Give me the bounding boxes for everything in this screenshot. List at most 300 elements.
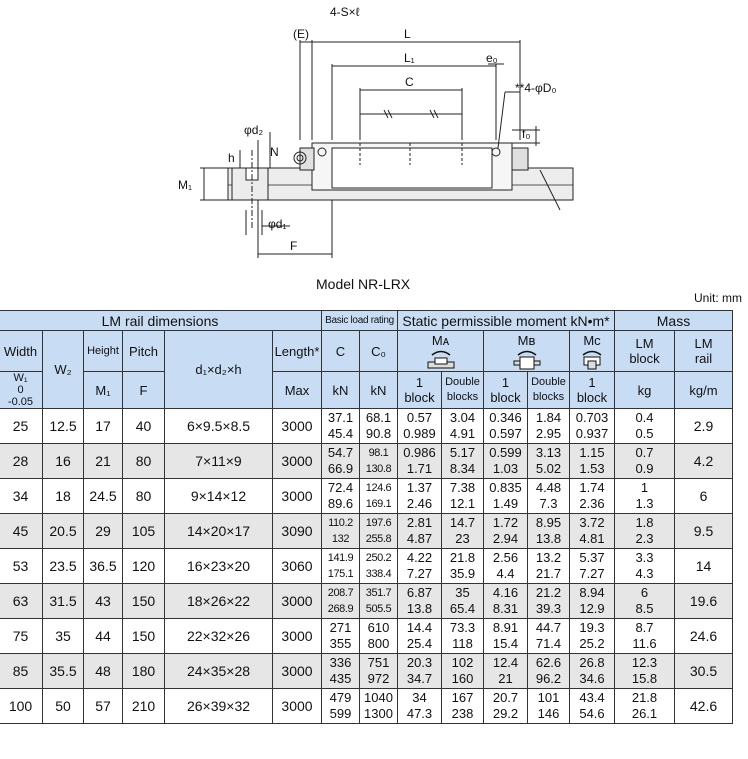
- cell-mb-double: [528, 514, 570, 549]
- label-e0: e₀: [486, 51, 498, 65]
- cell-mass-block-value: 1: [640, 480, 649, 495]
- cell-mc-1block-value: 12.9: [579, 601, 605, 616]
- cell-c: [322, 584, 360, 619]
- cell-c0-value: 338.4: [365, 568, 392, 580]
- cell-ma-1block-value: 25.4: [406, 636, 433, 651]
- label-l: L: [404, 27, 411, 41]
- cell-dims: 24×35×28: [165, 654, 273, 689]
- cell-w1: 85: [0, 654, 43, 689]
- header-mb: [484, 331, 570, 372]
- cell-ma-1block-value: 47.3: [406, 706, 433, 721]
- cell-c-value: 208.7: [327, 587, 354, 599]
- header-c0-unit: kN: [360, 372, 398, 409]
- header-mb-1block: 1 block: [484, 372, 528, 409]
- cell-mc-1block: [570, 619, 615, 654]
- cell-c0-value: 169.1: [365, 498, 392, 510]
- cell-c-value: 45.4: [327, 426, 354, 441]
- cell-c-value: 435: [329, 671, 352, 686]
- label-c: C: [405, 75, 414, 89]
- cell-dims: 6×9.5×8.5: [165, 409, 273, 444]
- cell-c0-value: 351.7: [365, 587, 392, 599]
- cell-mass-block-value: 0.4: [635, 410, 654, 425]
- cell-mb-1block: [484, 479, 528, 514]
- mc-label: Mᴄ: [583, 332, 601, 348]
- cell-w2: 23.5: [43, 549, 84, 584]
- header-row-3: [0, 372, 733, 409]
- cell-ma-double-value: 65.4: [449, 601, 476, 616]
- mb-label: Mʙ: [517, 332, 536, 348]
- cell-mc-1block: [570, 409, 615, 444]
- cell-dims: 16×23×20: [165, 549, 273, 584]
- cell-ma-double: [442, 689, 484, 724]
- cell-ma-1block-value: 34: [412, 690, 427, 705]
- cell-length: 3000: [273, 619, 322, 654]
- cell-mc-1block-value: 2.36: [579, 496, 605, 511]
- cell-m1: 44: [84, 619, 123, 654]
- cell-ma-double-value: 73.3: [449, 620, 476, 635]
- cell-ma-double-value: 118: [452, 636, 473, 651]
- cell-mc-1block: [570, 514, 615, 549]
- cell-c: [322, 689, 360, 724]
- table-row: [0, 619, 733, 654]
- label-d1: φd₁: [268, 217, 287, 231]
- unit-label: Unit: mm: [694, 291, 742, 305]
- cell-w1: 63: [0, 584, 43, 619]
- cell-c0: [360, 444, 398, 479]
- cell-mass-rail: 14: [675, 549, 733, 584]
- cell-ma-1block-value: 0.989: [403, 426, 436, 441]
- cell-mc-1block-value: 1.15: [579, 445, 605, 460]
- cell-c: [322, 514, 360, 549]
- header-c: C: [322, 331, 360, 372]
- cell-w2: 50: [43, 689, 84, 724]
- cell-ma-1block: [398, 619, 442, 654]
- cell-ma-1block: [398, 514, 442, 549]
- cell-mass-block-value: 12.3: [631, 655, 658, 670]
- cell-mb-double: [528, 584, 570, 619]
- table-row: [0, 409, 733, 444]
- header-mb-double: Double blocks: [528, 372, 570, 409]
- cell-mb-double-value: 8.95: [535, 515, 562, 530]
- header-row-2: [0, 331, 733, 372]
- cell-length: 3000: [273, 444, 322, 479]
- cell-mass-block-value: 0.5: [635, 426, 654, 441]
- cell-mb-double-value: 13.2: [535, 550, 562, 565]
- label-d2: φd₂: [244, 123, 264, 137]
- cell-mb-double: [528, 444, 570, 479]
- cell-m1: 24.5: [84, 479, 123, 514]
- cell-mb-1block-value: 0.599: [489, 445, 522, 460]
- header-f: F: [123, 372, 165, 409]
- cell-mb-1block-value: 21: [498, 671, 513, 686]
- cell-ma-double-value: 7.38: [449, 480, 476, 495]
- label-s-l: 4-S×ℓ: [330, 5, 360, 19]
- cell-ma-1block: [398, 409, 442, 444]
- cell-ma-1block-value: 0.57: [406, 410, 433, 425]
- cell-mc-1block-value: 26.8: [579, 655, 605, 670]
- cell-ma-double-value: 35.9: [449, 566, 476, 581]
- header-ma: [398, 331, 484, 372]
- cell-mb-1block: [484, 584, 528, 619]
- cell-c-value: 271: [329, 620, 352, 635]
- cell-ma-1block-value: 4.87: [406, 531, 433, 546]
- cell-ma-double-value: 8.34: [449, 461, 476, 476]
- header-width: Width: [0, 331, 43, 372]
- cell-c-value: 141.9: [327, 552, 354, 564]
- cell-mb-1block: [484, 444, 528, 479]
- header-lm-rail: LM rail dimensions: [0, 311, 322, 331]
- cell-w2: 20.5: [43, 514, 84, 549]
- cell-length: 3000: [273, 689, 322, 724]
- header-lm-block: LM block: [615, 331, 675, 372]
- cell-m1: 17: [84, 409, 123, 444]
- header-m1: M₁: [84, 372, 123, 409]
- cell-mc-1block-value: 7.27: [579, 566, 605, 581]
- cell-dims: 14×20×17: [165, 514, 273, 549]
- rolling-moment-icon: [579, 348, 605, 370]
- cell-ma-1block-value: 20.3: [406, 655, 433, 670]
- cell-mb-1block-value: 29.2: [492, 706, 519, 721]
- cell-mc-1block-value: 3.72: [579, 515, 605, 530]
- cell-c-value: 132: [331, 533, 350, 545]
- cell-w2: 31.5: [43, 584, 84, 619]
- header-static-moment: Static permissible moment kN•m*: [398, 311, 615, 331]
- cell-mass-block: [615, 584, 675, 619]
- cell-mb-1block: [484, 654, 528, 689]
- technical-drawing: [0, 0, 748, 275]
- spec-table: [0, 310, 733, 724]
- cell-c-value: 54.7: [327, 445, 354, 460]
- cell-c-value: 175.1: [327, 568, 354, 580]
- cell-c0-value: 610: [367, 620, 390, 635]
- cell-mb-double-value: 4.48: [535, 480, 562, 495]
- cell-mb-1block-value: 15.4: [492, 636, 519, 651]
- cell-mc-1block: [570, 444, 615, 479]
- cell-ma-double-value: 12.1: [449, 496, 476, 511]
- header-c0: C₀: [360, 331, 398, 372]
- cell-dims: 22×32×26: [165, 619, 273, 654]
- cell-mb-double-value: 3.13: [535, 445, 562, 460]
- cell-mb-double-value: 7.3: [539, 496, 558, 511]
- cell-mc-1block-value: 54.6: [579, 706, 605, 721]
- cell-mb-double: [528, 409, 570, 444]
- cell-mb-1block: [484, 689, 528, 724]
- cell-m1: 48: [84, 654, 123, 689]
- cell-w1: 25: [0, 409, 43, 444]
- cell-ma-double-value: 23: [455, 531, 470, 546]
- cell-m1: 36.5: [84, 549, 123, 584]
- header-ma-1block: 1 block: [398, 372, 442, 409]
- cell-m1: 57: [84, 689, 123, 724]
- cell-m1: 29: [84, 514, 123, 549]
- cell-mb-1block-value: 12.4: [492, 655, 519, 670]
- cell-mc-1block-value: 34.6: [579, 671, 605, 686]
- cell-mass-block-value: 8.5: [635, 601, 654, 616]
- cell-mass-rail: 24.6: [675, 619, 733, 654]
- cell-mb-1block-value: 8.31: [492, 601, 519, 616]
- cell-mb-double-value: 39.3: [535, 601, 562, 616]
- cell-mb-1block: [484, 514, 528, 549]
- cell-ma-1block-value: 7.27: [406, 566, 433, 581]
- model-caption: Model NR-LRX: [316, 276, 411, 292]
- cell-ma-1block: [398, 654, 442, 689]
- cell-f: 105: [123, 514, 165, 549]
- cell-w1: 45: [0, 514, 43, 549]
- cell-c: [322, 654, 360, 689]
- cell-mass-block-value: 4.3: [635, 566, 654, 581]
- cell-mb-1block-value: 2.94: [492, 531, 519, 546]
- cell-ma-double: [442, 549, 484, 584]
- cell-mb-double: [528, 689, 570, 724]
- header-row-1: [0, 311, 733, 331]
- cell-mass-block: [615, 549, 675, 584]
- cell-mass-block: [615, 689, 675, 724]
- cell-length: 3060: [273, 549, 322, 584]
- cell-ma-double: [442, 514, 484, 549]
- cell-ma-double: [442, 654, 484, 689]
- cell-c-value: 599: [329, 706, 352, 721]
- cell-mb-1block-value: 0.597: [489, 426, 522, 441]
- cell-c0: [360, 479, 398, 514]
- cell-c: [322, 479, 360, 514]
- cell-c0: [360, 514, 398, 549]
- cell-w2: 18: [43, 479, 84, 514]
- header-c-unit: kN: [322, 372, 360, 409]
- table-body: [0, 409, 733, 724]
- header-height: Height: [84, 331, 123, 372]
- cell-mb-1block: [484, 619, 528, 654]
- cell-ma-1block-value: 2.46: [406, 496, 433, 511]
- label-n: N: [270, 145, 279, 159]
- cell-mb-1block-value: 1.72: [492, 515, 519, 530]
- cell-mc-1block-value: 4.81: [579, 531, 605, 546]
- table-row: [0, 654, 733, 689]
- cell-c-value: 37.1: [327, 410, 354, 425]
- header-mc: [570, 331, 615, 372]
- cell-mb-double: [528, 654, 570, 689]
- cell-mc-1block-value: 0.703: [575, 410, 609, 425]
- cell-mass-block: [615, 479, 675, 514]
- cell-mb-double: [528, 549, 570, 584]
- cell-w1: 100: [0, 689, 43, 724]
- cell-mc-1block-value: 25.2: [579, 636, 605, 651]
- cell-w1: 75: [0, 619, 43, 654]
- cell-dims: 26×39×32: [165, 689, 273, 724]
- cell-f: 150: [123, 619, 165, 654]
- cell-w2: 35.5: [43, 654, 84, 689]
- cell-f: 80: [123, 479, 165, 514]
- cell-ma-1block: [398, 584, 442, 619]
- cell-mass-rail: 19.6: [675, 584, 733, 619]
- cell-c-value: 72.4: [327, 480, 354, 495]
- cell-mass-block-value: 26.1: [631, 706, 658, 721]
- cell-c0: [360, 654, 398, 689]
- table-row: [0, 549, 733, 584]
- cell-mass-block-value: 8.7: [635, 620, 654, 635]
- cell-mb-double-value: 21.2: [535, 585, 562, 600]
- cell-mb-1block-value: 0.835: [489, 480, 522, 495]
- cell-length: 3000: [273, 409, 322, 444]
- cell-mc-1block: [570, 479, 615, 514]
- header-kgm: kg/m: [675, 372, 733, 409]
- cell-ma-1block: [398, 689, 442, 724]
- cell-ma-1block: [398, 444, 442, 479]
- table-row: [0, 689, 733, 724]
- cell-ma-1block: [398, 549, 442, 584]
- cell-ma-double: [442, 479, 484, 514]
- cell-mb-double-value: 2.95: [535, 426, 562, 441]
- cell-mb-1block-value: 4.16: [492, 585, 519, 600]
- cell-mb-double: [528, 479, 570, 514]
- cell-f: 120: [123, 549, 165, 584]
- cell-c0-value: 98.1: [368, 447, 389, 459]
- cell-mass-rail: 30.5: [675, 654, 733, 689]
- cell-length: 3000: [273, 654, 322, 689]
- cell-f: 210: [123, 689, 165, 724]
- cell-c-value: 336: [329, 655, 352, 670]
- cell-mb-1block-value: 4.4: [496, 566, 515, 581]
- cell-mc-1block-value: 5.37: [579, 550, 605, 565]
- cell-dims: 18×26×22: [165, 584, 273, 619]
- cell-mb-double: [528, 619, 570, 654]
- label-d0: **4-φD₀: [515, 81, 557, 95]
- cell-c0-value: 68.1: [365, 410, 392, 425]
- cell-c: [322, 549, 360, 584]
- cell-mc-1block-value: 43.4: [579, 690, 605, 705]
- cell-c0: [360, 409, 398, 444]
- cell-mb-double-value: 101: [537, 690, 560, 705]
- header-mass: Mass: [615, 311, 733, 331]
- cell-c0-value: 505.5: [365, 603, 392, 615]
- cell-f: 40: [123, 409, 165, 444]
- cell-ma-1block-value: 4.22: [406, 550, 433, 565]
- cell-c-value: 479: [329, 690, 352, 705]
- cell-f: 150: [123, 584, 165, 619]
- cell-c: [322, 409, 360, 444]
- cell-ma-1block: [398, 479, 442, 514]
- cell-c0: [360, 619, 398, 654]
- header-length: Length*: [273, 331, 322, 372]
- cell-mb-double-value: 62.6: [535, 655, 562, 670]
- table-row: [0, 514, 733, 549]
- cell-dims: 7×11×9: [165, 444, 273, 479]
- cell-mb-double-value: 13.8: [535, 531, 562, 546]
- label-l1: L₁: [404, 51, 415, 65]
- cell-c0-value: 197.6: [365, 517, 392, 529]
- header-max: Max: [273, 372, 322, 409]
- cell-ma-1block-value: 1.71: [406, 461, 433, 476]
- cell-mc-1block: [570, 549, 615, 584]
- cell-mb-double-value: 96.2: [535, 671, 562, 686]
- label-m1: M₁: [178, 178, 193, 192]
- cell-ma-double-value: 3.04: [449, 410, 476, 425]
- cell-ma-1block-value: 13.8: [406, 601, 433, 616]
- header-dims: d₁×d₂×h: [165, 331, 273, 409]
- cell-mb-1block-value: 0.346: [489, 410, 522, 425]
- cell-mb-double-value: 21.7: [535, 566, 562, 581]
- header-pitch: Pitch: [123, 331, 165, 372]
- cell-w2: 35: [43, 619, 84, 654]
- cell-mass-block-value: 21.8: [631, 690, 658, 705]
- cell-c0-value: 130.8: [365, 463, 392, 475]
- cell-w1: 28: [0, 444, 43, 479]
- cell-c0-value: 124.6: [365, 482, 392, 494]
- cell-mass-block: [615, 409, 675, 444]
- cell-c0: [360, 689, 398, 724]
- cell-mb-double-value: 71.4: [535, 636, 562, 651]
- cell-mc-1block: [570, 654, 615, 689]
- cell-mc-1block-value: 8.94: [579, 585, 605, 600]
- cell-c-value: 268.9: [327, 603, 354, 615]
- cell-ma-1block-value: 2.81: [406, 515, 433, 530]
- cell-ma-1block-value: 6.87: [406, 585, 433, 600]
- cell-m1: 21: [84, 444, 123, 479]
- cell-mc-1block-value: 1.53: [579, 461, 605, 476]
- cell-mc-1block-value: 19.3: [579, 620, 605, 635]
- table-row: [0, 479, 733, 514]
- cell-mass-block-value: 0.9: [635, 461, 654, 476]
- cell-ma-double-value: 5.17: [449, 445, 476, 460]
- cell-length: 3090: [273, 514, 322, 549]
- cell-mb-1block: [484, 549, 528, 584]
- cell-c0-value: 1040: [364, 690, 393, 705]
- cell-mb-double-value: 44.7: [535, 620, 562, 635]
- label-f: F: [290, 239, 298, 253]
- cell-mass-block: [615, 514, 675, 549]
- cell-ma-double-value: 35: [455, 585, 470, 600]
- cell-w1: 53: [0, 549, 43, 584]
- table-row: [0, 444, 733, 479]
- cell-mc-1block: [570, 689, 615, 724]
- cell-length: 3000: [273, 584, 322, 619]
- cell-mb-double-value: 5.02: [535, 461, 562, 476]
- cell-mass-block: [615, 654, 675, 689]
- cell-ma-double-value: 160: [451, 671, 474, 686]
- cell-mass-block-value: 11.6: [632, 636, 657, 651]
- cell-ma-double: [442, 619, 484, 654]
- cell-mass-block-value: 1.8: [635, 515, 654, 530]
- cell-mass-rail: 2.9: [675, 409, 733, 444]
- header-kg: kg: [615, 372, 675, 409]
- yawing-moment-icon: [510, 348, 544, 370]
- cell-ma-double-value: 238: [451, 706, 474, 721]
- cell-c0: [360, 549, 398, 584]
- header-ma-double: Double blocks: [442, 372, 484, 409]
- cell-c0: [360, 584, 398, 619]
- cell-dims: 9×14×12: [165, 479, 273, 514]
- header-w2: W₂: [43, 331, 84, 409]
- cell-mb-1block-value: 20.7: [492, 690, 519, 705]
- cell-c: [322, 619, 360, 654]
- cell-ma-double-value: 14.7: [449, 515, 476, 530]
- cell-mass-rail: 4.2: [675, 444, 733, 479]
- table-row: [0, 584, 733, 619]
- cell-f: 80: [123, 444, 165, 479]
- cell-mc-1block: [570, 584, 615, 619]
- cell-m1: 43: [84, 584, 123, 619]
- cell-mass-block: [615, 444, 675, 479]
- cell-mb-1block-value: 8.91: [492, 620, 519, 635]
- cell-mc-1block-value: 1.74: [579, 480, 605, 495]
- cell-mass-block-value: 0.7: [635, 445, 654, 460]
- label-h: h: [228, 151, 235, 165]
- cell-c-value: 355: [329, 636, 352, 651]
- cell-ma-1block-value: 1.37: [406, 480, 433, 495]
- header-w1: W₁ 0 -0.05: [0, 372, 43, 409]
- cell-ma-1block-value: 34.7: [406, 671, 433, 686]
- cell-w1: 34: [0, 479, 43, 514]
- pitching-moment-icon: [424, 348, 458, 370]
